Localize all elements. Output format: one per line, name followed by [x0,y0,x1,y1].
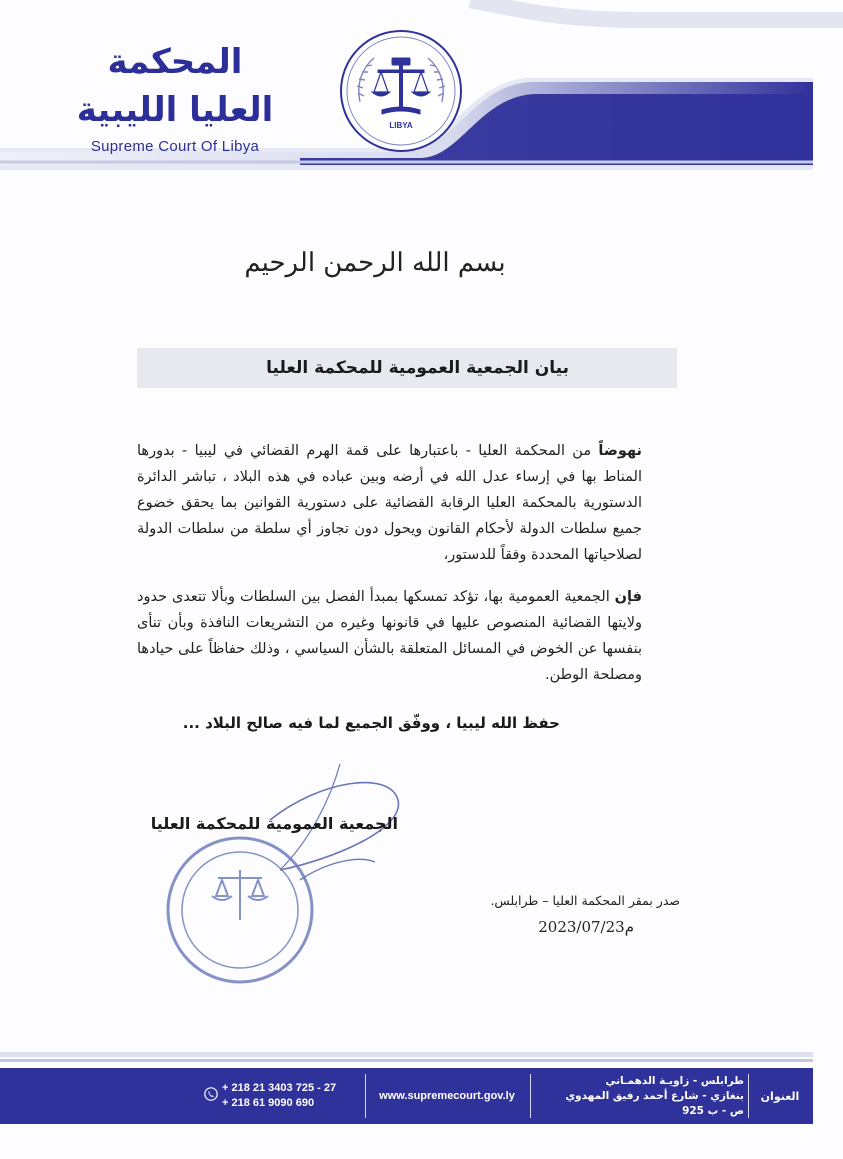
paragraph-1-body: من المحكمة العليا - باعتبارها على قمة الهرم القضائي في ليبيا - بدورها المناط بها في إرساء عدل الله في أرضه وبين عباده في هذه البلاد ، تباشر الدائرة الدستورية بالمحكمة العليا الرقابة القضائية على دستورية القوانين بما يحقق خضوع جميع سلطات الدولة لأحكام القانون ويحول دون تجاوز أي سلطة من سلطات الدولة لصلاحياتها المحددة وفقاً للدستور، [137,443,642,563]
address-line-1: طرابلس - زاويـة الدهمـاني [605,1074,744,1087]
signatory-name: الجمعية العمومية للمحكمة العليا [150,814,398,833]
footer-bar [0,1068,813,1124]
phone-1: + 218 21 3403 725 - 27 [222,1082,337,1094]
website-link[interactable]: www.supremecourt.gov.ly [379,1090,515,1102]
issue-date: 2023/07/23م [538,918,634,936]
footer-phones [222,1068,357,1124]
address-label: العنوان [760,1089,800,1103]
footer-website[interactable] [372,1068,522,1124]
address-line-3: ص - ب 925 [682,1104,744,1117]
footer-address-label [752,1068,808,1124]
phone-2: + 218 61 9090 690 [222,1097,315,1109]
closing-line: حفظ الله ليبيا ، ووفّق الجميع لما فيه صالح البلاد ... [182,714,560,732]
paragraph-1 [137,438,642,568]
seal-text: LIBYA [389,121,413,130]
statement-title: بيان الجمعية العمومية للمحكمة العليا [266,358,569,378]
footer-separator [530,1074,531,1118]
official-stamp-icon [160,760,410,990]
paragraph-2-lead: فإن [614,589,642,605]
footer-divider [0,1052,843,1064]
paragraph-2 [137,584,642,688]
paragraph-1-lead: نهوضاً [598,443,642,459]
address-line-2: بنغازي - شارع أحمد رفيق المهدوي [565,1089,744,1102]
footer-address [536,1068,744,1124]
issued-place: صدر بمقر المحكمة العليا – طرابلس. [490,893,680,908]
footer-separator [365,1074,366,1118]
court-logo [60,38,290,155]
phone-icon [204,1087,218,1101]
paragraph-2-body: الجمعية العمومية بها، تؤكد تمسكها بمبدأ الفصل بين السلطات وبألا تتعدى حدود ولايتها القضائية المنصوص عليها في قانونها وغيره من التشريعات النافذة وبأن تنأى بنفسها عن الخوض في المسائل المتعلقة بالشأن السياسي ، وذلك حفاظاً على حيادها ومصلحة الوطن. [137,589,642,683]
logo-english: Supreme Court Of Libya [90,138,260,155]
scales-of-justice-seal-icon [338,28,464,154]
footer-separator [748,1074,749,1118]
bismillah: بسم الله الرحمن الرحيم [244,248,506,278]
logo-arabic: المحكمة العليا الليبية [76,42,274,130]
